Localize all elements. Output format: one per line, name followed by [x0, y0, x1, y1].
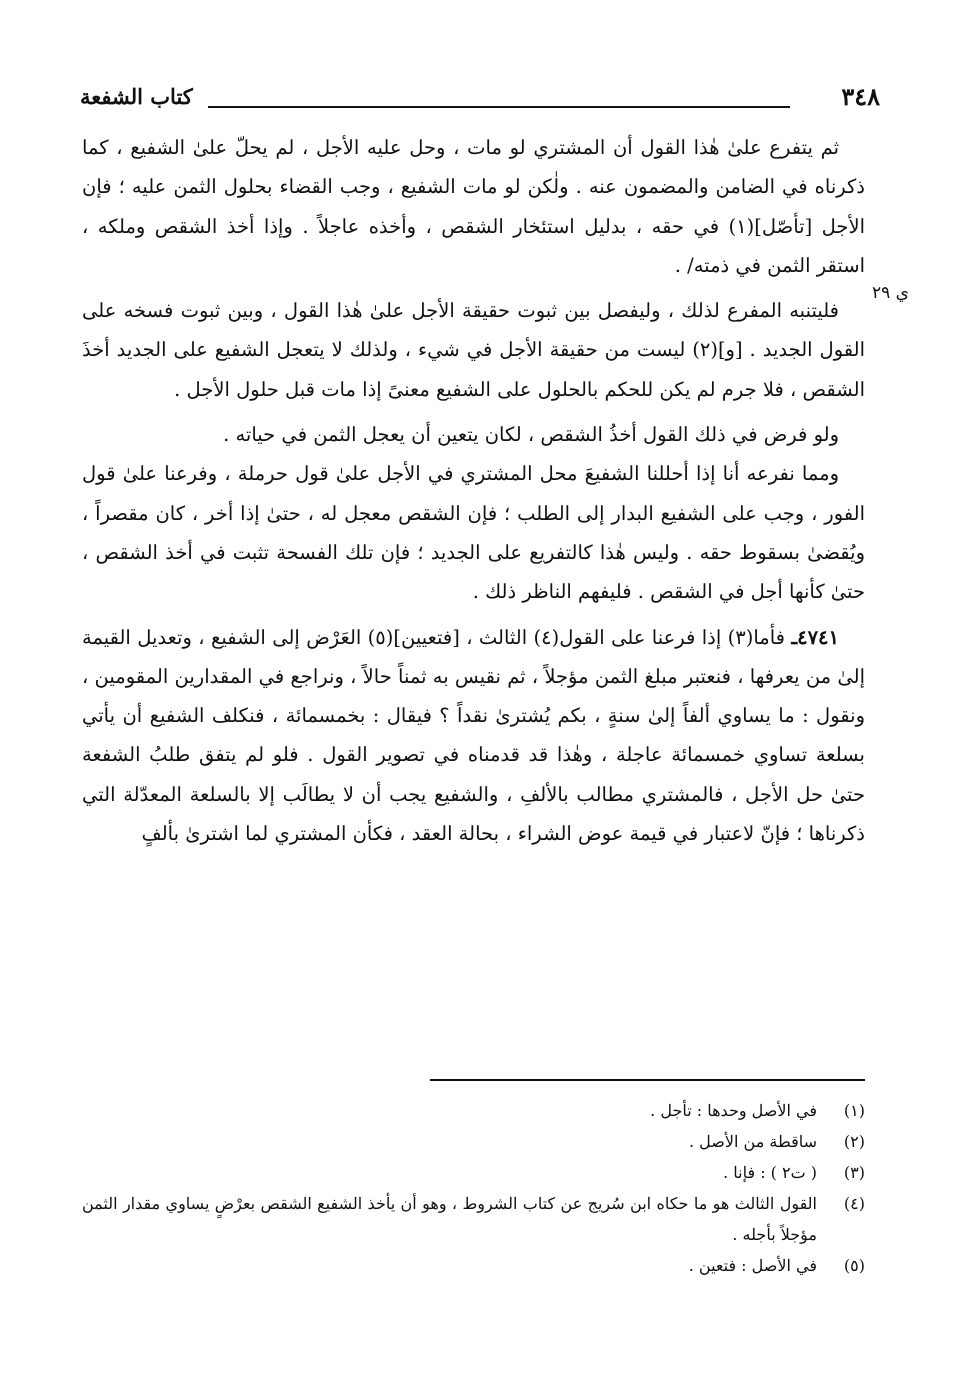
paragraph-3: ولو فرض في ذلك القول أخذُ الشقص ، لكان يتعين أن يعجل الثمن في حياته . [223, 423, 839, 447]
footnote [82, 1188, 865, 1250]
book-title: كتاب الشفعة [80, 84, 193, 109]
footnote [82, 1095, 865, 1126]
item-number: ٤٧٤١ـ [791, 625, 839, 649]
footnote-number: (١) [843, 1101, 865, 1120]
paragraph-4: ومما نفرعه أنا إذا أحللنا الشفيعَ محل المشتري في الأجل علىٰ قول حرملة ، وفرعنا علىٰ قول الفور ، وجب على الشفيع البدار إلى الطلب ؛ فإن الشقص معجل له ، حتىٰ إذا أخر ، كان مقصراً ، ويُقضىٰ بسقوط حقه . وليس هٰذا كالتفريع على الجديد ؛ فإن تلك الفسحة تثبت في أخذ الشقص ، حتىٰ كأنها أجل في الشقص . فليفهم الناظر ذلك . [82, 462, 865, 604]
footnote-number: (٥) [843, 1256, 865, 1275]
footnote-text: ( ت٢ ) : فإنا . [723, 1163, 817, 1182]
footnote-separator [430, 1079, 865, 1081]
footnote [82, 1250, 865, 1281]
footnote-number: (٢) [843, 1132, 865, 1151]
footnote [82, 1126, 865, 1157]
paragraph-2: فليتنبه المفرع لذلك ، وليفصل بين ثبوت حقيقة الأجل علىٰ هٰذا القول ، وبين ثبوت فسخه على القول الجديد . [و](٢) ليست من حقيقة الأجل في شيء ، ولذلك لا يتعجل الشفيع على الجديد أخذَ الشقص ، فلا جرم لم يكن للحكم بالحلول على الشفيع معنىً إذا مات قبل حلول الأجل . [82, 299, 865, 401]
footnote-number: (٤) [843, 1194, 865, 1213]
running-header [80, 82, 880, 116]
page-number: ٣٤٨ [841, 82, 880, 111]
footnotes [82, 1095, 865, 1281]
main-text [82, 128, 865, 853]
header-rule [208, 106, 790, 108]
manuscript-page-marker: ي ٢٩ [872, 283, 909, 303]
footnote [82, 1157, 865, 1188]
footnote-number: (٣) [843, 1163, 865, 1182]
paragraph-1: ثم يتفرع علىٰ هٰذا القول أن المشتري لو مات ، وحل عليه الأجل ، لم يحلّ علىٰ الشفيع ، كما ذكرناه في الضامن والمضمون عنه . ولٰكن لو مات الشفيع ، وجب القضاء بحلول الثمن عليه ؛ فإن الأجل [تأصّل](١) في حقه ، بدليل استئخار الشقص ، وأخذه عاجلاً . وإذا أخذ الشقص وملكه ، استقر الثمن في ذمته/ . [82, 136, 866, 277]
footnote-text: ساقطة من الأصل . [689, 1132, 817, 1151]
paragraph-5-text: فأما(٣) إذا فرعنا على القول(٤) الثالث ، [فتعيين](٥) العَرْض إلى الشفيع ، وتعديل القيمة إلىٰ من يعرفها ، فنعتبر مبلغ الثمن مؤجلاً ، ثم نقيس به ثمناً حالاً ، ونراجع في المقدارين المقومين ، ونقول : ما يساوي ألفاً إلىٰ سنةٍ ، بكم يُشترىٰ نقداً ؟ فيقال : بخمسمائة ، فنكلف الشفيع أن يأتي بسلعة تساوي خمسمائة عاجلة ، وهٰذا قد قدمناه في تصوير القول . فلو لم يتفق طلبُ الشفعة حتىٰ حل الأجل ، فالمشتري مطالب بالألفِ ، والشفيع يجب أن لا يطالَب إلا بالسلعة المعدّلة التي ذكرناها ؛ فإنّ لاعتبار في قيمة عوض الشراء ، بحالة العقد ، فكأن المشتري لما اشترىٰ بألفٍ [82, 625, 865, 846]
footnote-text: القول الثالث هو ما حكاه ابن سُريج عن كتاب الشروط ، وهو أن يأخذ الشفيع الشقص بعرْضٍ يساوي مقدار الثمن مؤجلاً بأجله . [82, 1194, 818, 1244]
footnote-text: في الأصل : فتعين . [688, 1256, 817, 1275]
footnote-text: في الأصل وحدها : تأجل . [650, 1101, 817, 1120]
paragraph-5 [82, 618, 865, 854]
